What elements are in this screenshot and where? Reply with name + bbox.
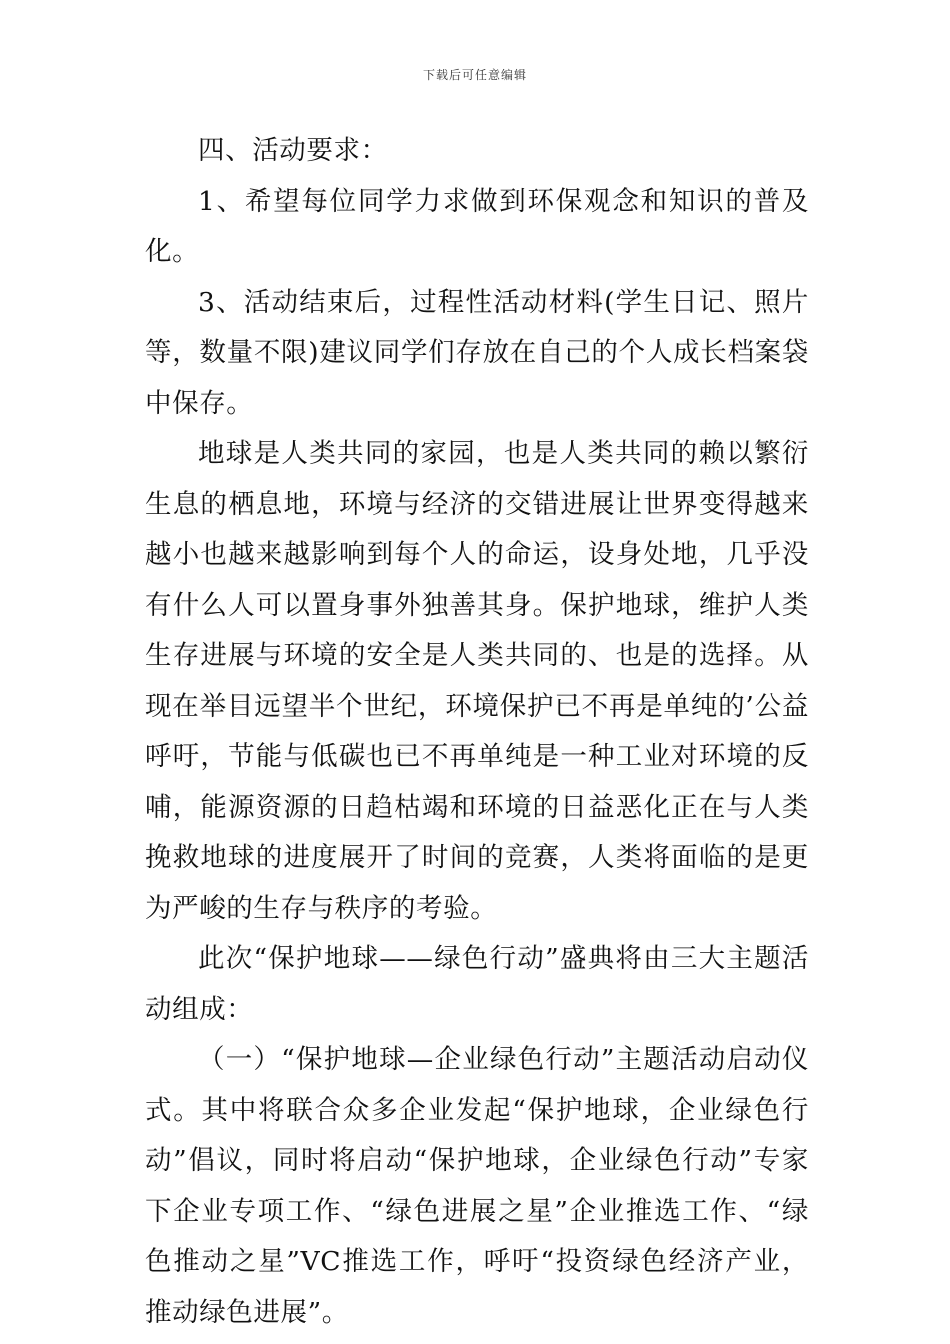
paragraph-requirement-1: 1、希望每位同学力求做到环保观念和知识的普及化。 bbox=[145, 185, 809, 267]
document-body bbox=[145, 126, 809, 1338]
paragraph-theme-activity-one: （一）“保护地球—企业绿色行动”主题活动启动仪式。其中将联合众多企业发起“保护地球，企业绿色行动”倡议，同时将启动“保护地球，企业绿色行动”专家下企业专项工作、“绿色进展之星”企业推选工作、“绿色推动之星”VC推选工作，呼吁“投资绿色经济产业，推动绿色进展”。 bbox=[145, 1044, 809, 1328]
page-header: 下载后可任意编辑 bbox=[422, 68, 527, 82]
paragraph-requirement-3: 3、活动结束后，过程性活动材料(学生日记、照片等，数量不限)建议同学们存放在自己的个人成长档案袋中保存。 bbox=[145, 286, 809, 419]
paragraph-earth-home: 地球是人类共同的家园，也是人类共同的赖以繁衍生息的栖息地，环境与经济的交错进展让世界变得越来越小也越来越影响到每个人的命运，设身处地，几乎没有什么人可以置身事外独善其身。保护地球，维护人类生存进展与环境的安全是人类共同的、也是的选择。从现在举目远望半个世纪，环境保护已不再是单纯的’公益呼吁，节能与低碳也已不再单纯是一种工业对环境的反哺，能源资源的日趋枯竭和环境的日益恶化正在与人类挽救地球的进度展开了时间的竞赛，人类将面临的是更为严峻的生存与秩序的考验。 bbox=[145, 438, 809, 924]
paragraph-event-composition: 此次“保护地球——绿色行动”盛典将由三大主题活动组成： bbox=[145, 943, 809, 1025]
paragraph-section-heading: 四、活动要求： bbox=[198, 135, 388, 166]
